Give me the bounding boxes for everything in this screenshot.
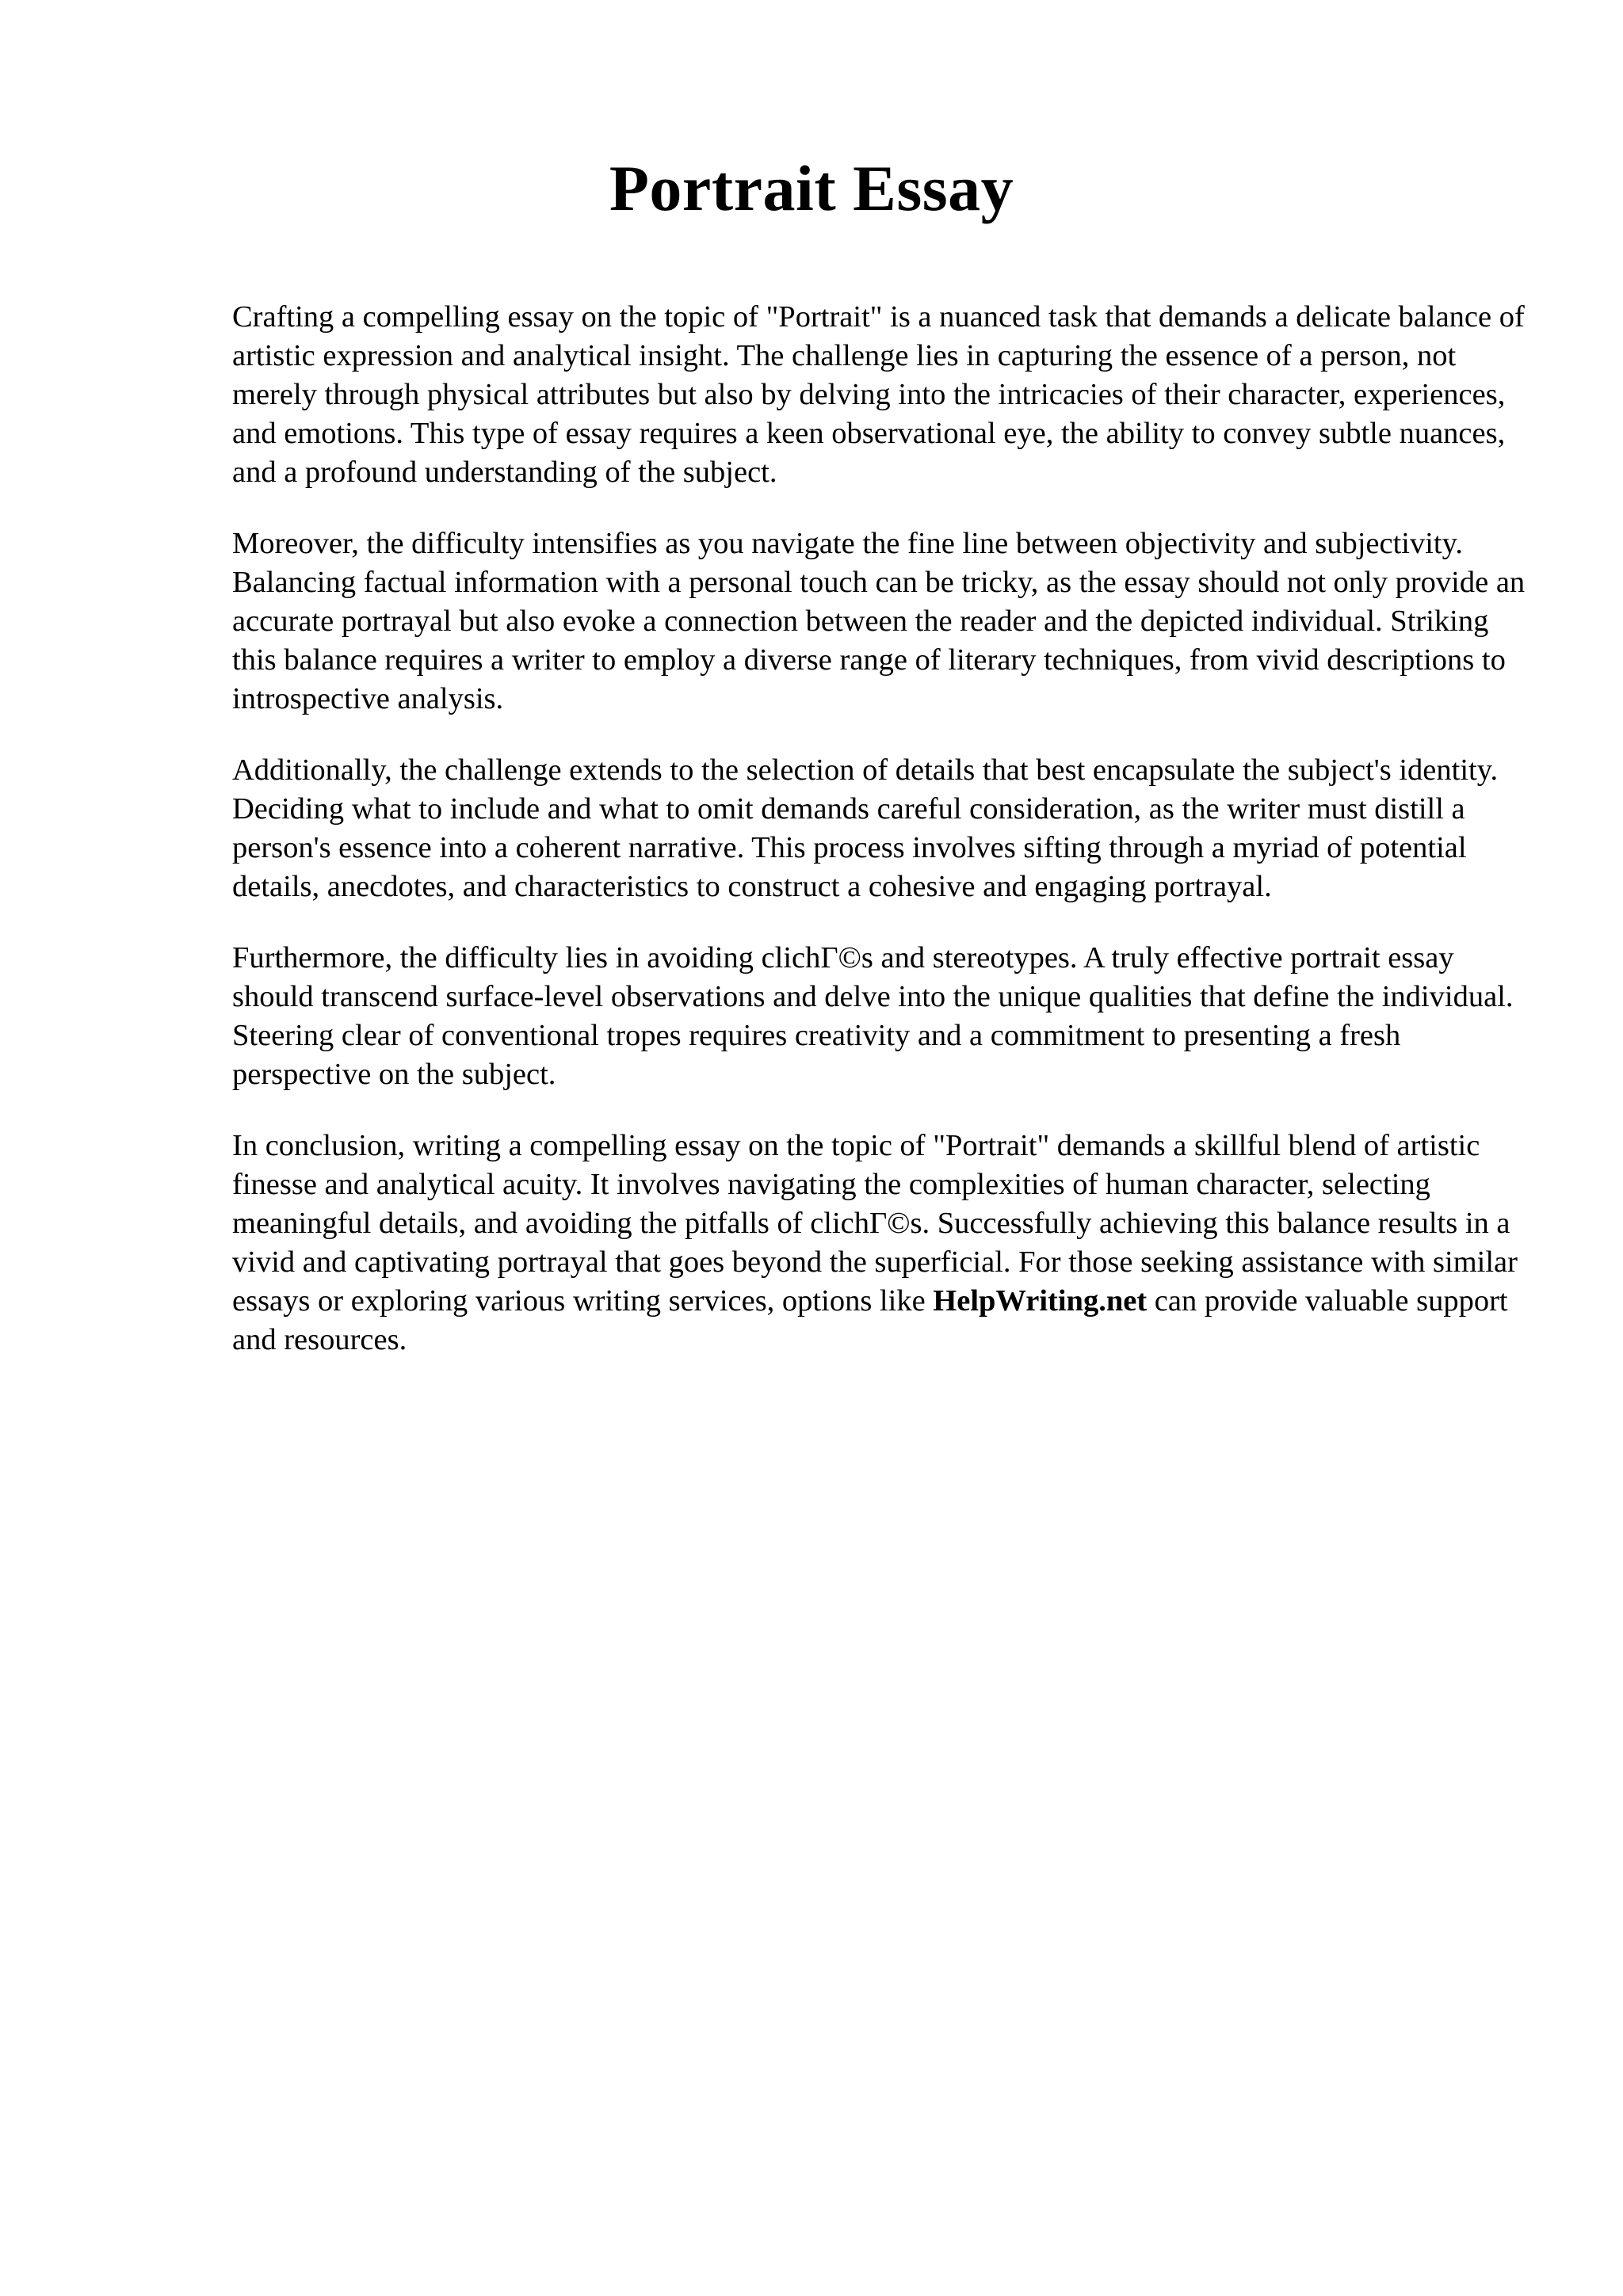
essay-body	[232, 298, 1532, 1392]
conclusion-ending: can provide valuable support and resources.	[232, 1284, 1508, 1356]
paragraph-conclusion	[232, 1127, 1532, 1360]
page-title: Portrait Essay	[609, 152, 1014, 224]
conclusion-text: In conclusion, writing a compelling essay on the topic of "Portrait" demands a skillful blend of artistic finesse and analytical acuity. It involves navigating the complexities of human character, selecting meaningful details, and avoiding the pitfalls of clichΓ©s. Successfully achieving this balance results in a vivid and captivating portrayal that goes beyond the superficial. For those seeking assistance with similar essays or exploring various writing services, options like	[232, 1129, 1518, 1318]
brand-name: HelpWriting.net	[933, 1284, 1148, 1318]
paragraph-2: Moreover, the difficulty intensifies as you navigate the fine line between objectivity and subjectivity. Balancing factual information with a personal touch can be tricky, as the essay should not only provide an accurate portrayal but also evoke a connection between the reader and the depicted individual. Striking this balance requires a writer to employ a diverse range of literary techniques, from vivid descriptions to introspective analysis.	[232, 527, 1526, 715]
paragraph-3: Additionally, the challenge extends to the selection of details that best encapsulate the subject's identity. Deciding what to include and what to omit demands careful consideration, as the writer must distill a person's essence into a coherent narrative. This process involves sifting through a myriad of potential details, anecdotes, and characteristics to construct a cohesive and engaging portrayal.	[232, 753, 1499, 903]
paragraph-1: Crafting a compelling essay on the topic of "Portrait" is a nuanced task that demands a delicate balance of artistic expression and analytical insight. The challenge lies in capturing the essence of a person, not merely through physical attributes but also by delving into the intricacies of their character, experiences, and emotions. This type of essay requires a keen observational eye, the ability to convey subtle nuances, and a profound understanding of the subject.	[232, 300, 1525, 489]
paragraph-4: Furthermore, the difficulty lies in avoiding clichΓ©s and stereotypes. A truly effective portrait essay should transcend surface-level observations and delve into the unique qualities that define the individual. Steering clear of conventional tropes requires creativity and a commitment to presenting a fresh perspective on the subject.	[232, 941, 1514, 1091]
